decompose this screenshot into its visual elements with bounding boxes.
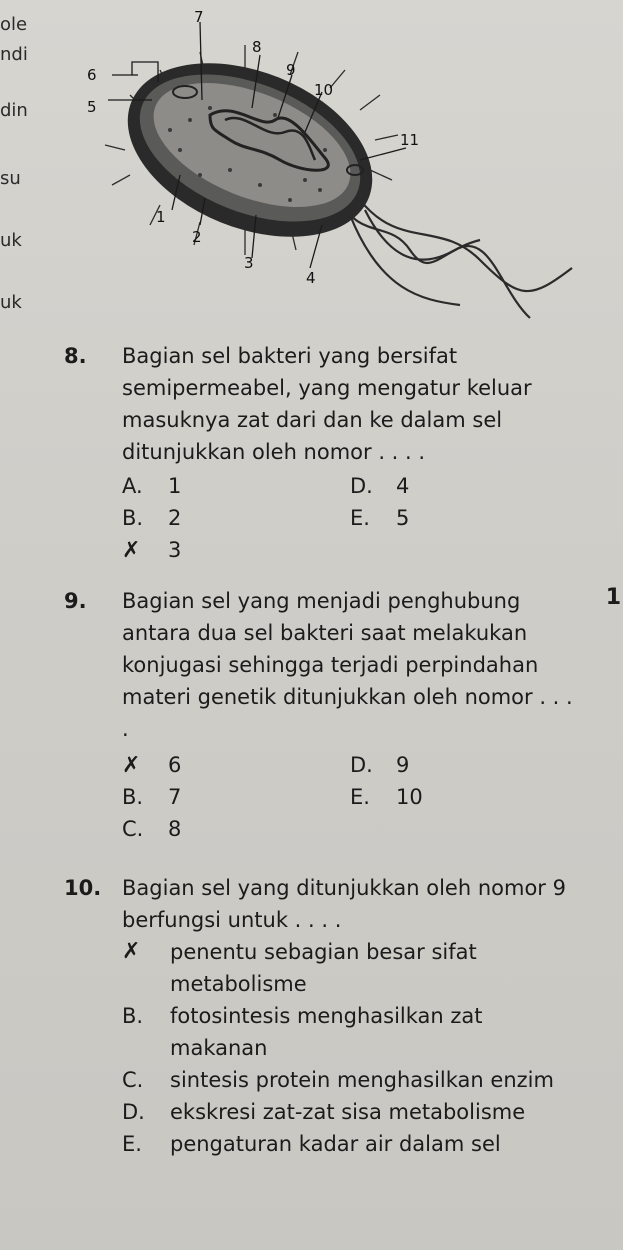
margin-fragment: ole xyxy=(0,14,28,35)
cross-mark-icon: ✗ xyxy=(122,538,141,563)
option-d[interactable]: D. 9 xyxy=(350,753,410,777)
label-11: 11 xyxy=(400,131,420,149)
question-text: Bagian sel bakteri yang bersifat semipermeabel, yang mengatur keluar masuknya zat dari dan ke dalam sel ditunjukkan oleh nomor . . . . xyxy=(122,344,532,464)
question-10 xyxy=(64,872,584,1160)
question-number: 9. xyxy=(64,589,87,613)
label-3: 3 xyxy=(244,254,254,272)
flagellum xyxy=(365,210,530,318)
option-a-selected[interactable]: ✗ 6 xyxy=(122,749,181,782)
bacteria-diagram xyxy=(60,0,580,320)
option-c-selected[interactable]: ✗ 3 xyxy=(122,534,181,567)
option-b[interactable]: B. fotosintesis menghasilkan zat makanan xyxy=(122,1004,483,1060)
option-b[interactable]: B. 2 xyxy=(122,506,182,530)
margin-fragment: ndi xyxy=(0,44,28,65)
margin-fragment: uk xyxy=(0,292,22,313)
question-8 xyxy=(64,340,584,566)
label-9: 9 xyxy=(286,61,296,79)
flagellum xyxy=(350,215,460,305)
options xyxy=(122,470,584,566)
margin-fragment: uk xyxy=(0,230,22,251)
options xyxy=(122,749,584,845)
label-7: 7 xyxy=(194,8,204,26)
question-text: Bagian sel yang ditunjukkan oleh nomor 9 berfungsi untuk . . . . xyxy=(122,876,566,932)
option-a-selected[interactable]: ✗ penentu sebagian besar sifat metabolisme xyxy=(122,936,584,1000)
label-4: 4 xyxy=(306,269,316,287)
question-number: 8. xyxy=(64,344,87,368)
label-10: 10 xyxy=(314,81,334,99)
option-c[interactable]: C. 8 xyxy=(122,817,182,841)
label-8: 8 xyxy=(252,38,262,56)
label-5: 5 xyxy=(87,98,97,116)
option-b[interactable]: B. 7 xyxy=(122,785,182,809)
option-e[interactable]: E. 5 xyxy=(350,506,410,530)
option-a[interactable]: A. 1 xyxy=(122,474,182,498)
question-text: Bagian sel yang menjadi penghubung antara dua sel bakteri saat melakukan konjugasi sehingga terjadi perpindahan materi genetik ditunjukkan oleh nomor . . . . xyxy=(122,589,573,741)
cross-mark-icon: ✗ xyxy=(122,939,141,964)
margin-fragment: din xyxy=(0,100,28,121)
label-2: 2 xyxy=(192,228,202,246)
cross-mark-icon: ✗ xyxy=(122,753,141,778)
margin-fragment: 1 xyxy=(605,585,621,610)
option-d[interactable]: D. ekskresi zat-zat sisa metabolisme xyxy=(122,1100,526,1124)
option-c[interactable]: C. sintesis protein menghasilkan enzim xyxy=(122,1068,554,1092)
option-e[interactable]: E. pengaturan kadar air dalam sel xyxy=(122,1132,501,1156)
option-d[interactable]: D. 4 xyxy=(350,474,410,498)
question-9 xyxy=(64,585,584,845)
label-1: 1 xyxy=(156,208,166,226)
question-number: 10. xyxy=(64,876,102,900)
margin-fragment: su xyxy=(0,168,21,189)
option-e[interactable]: E. 10 xyxy=(350,785,423,809)
label-6: 6 xyxy=(87,66,97,84)
